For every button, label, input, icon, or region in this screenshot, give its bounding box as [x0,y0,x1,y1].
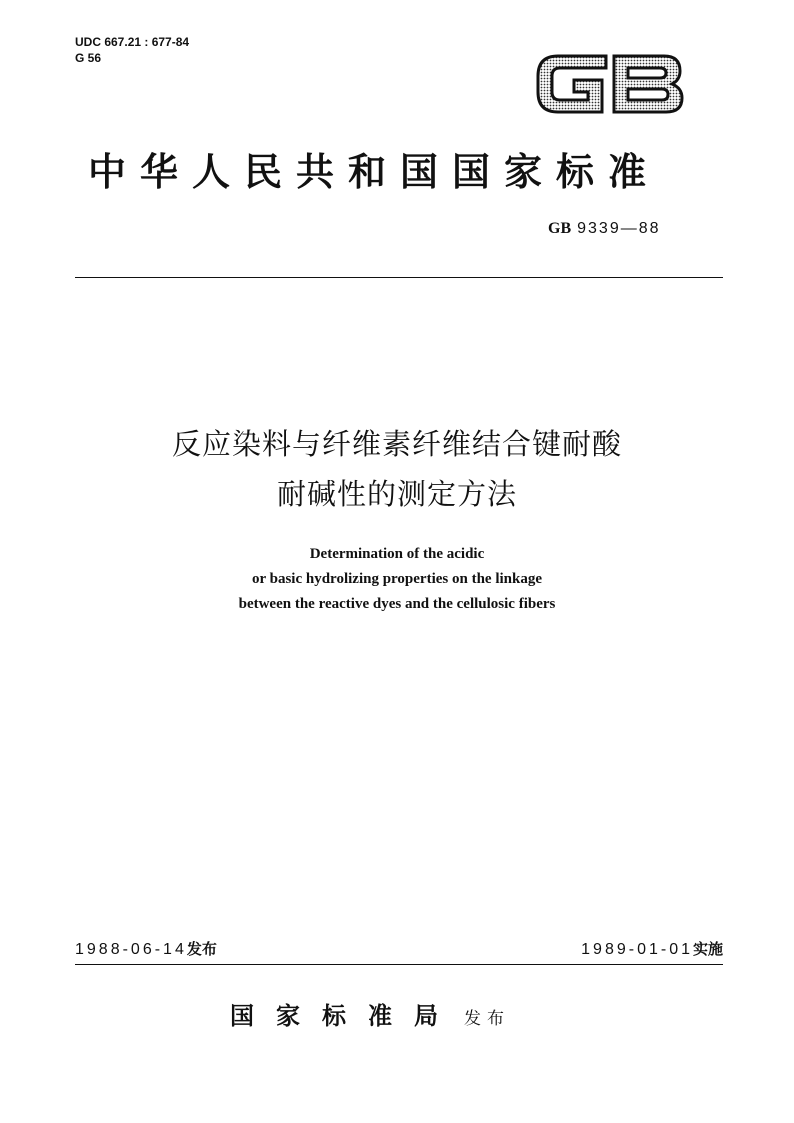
issue-date [75,938,217,959]
gb-logo [528,44,688,122]
organization-title: 中华人民共和国国家标准 [88,149,661,194]
publisher-name: 国家标准局 [230,1001,460,1030]
udc-code: UDC 667.21 : 677-84 [75,35,190,49]
publisher-verb: 发布 [464,1009,510,1029]
chinese-title-line-1: 反应染料与纤维素纤维结合键耐酸 [171,427,622,461]
bottom-divider [75,964,723,965]
classification-block [75,34,189,66]
top-divider [75,277,723,278]
chinese-title-line-2: 耐碱性的测定方法 [276,477,517,511]
standard-number [548,220,661,238]
english-title-line-1: Determination of the acidic [309,546,485,562]
issue-date-label: 发布 [186,940,217,958]
implementation-date-label: 实施 [692,940,723,958]
implementation-date [581,938,723,959]
issue-date-value: 1988-06-14 [75,941,187,958]
standard-code: 9339—88 [577,220,661,237]
english-title-line-3: between the reactive dyes and the cellulosic fibers [238,596,556,612]
category-code: G 56 [75,51,102,65]
publisher-line [230,996,510,1031]
dates-row [75,938,723,964]
english-title-line-2: or basic hydrolizing properties on the linkage [251,571,543,587]
standard-prefix: GB [548,220,572,237]
english-title [0,542,794,617]
implementation-date-value: 1989-01-01 [581,941,693,958]
